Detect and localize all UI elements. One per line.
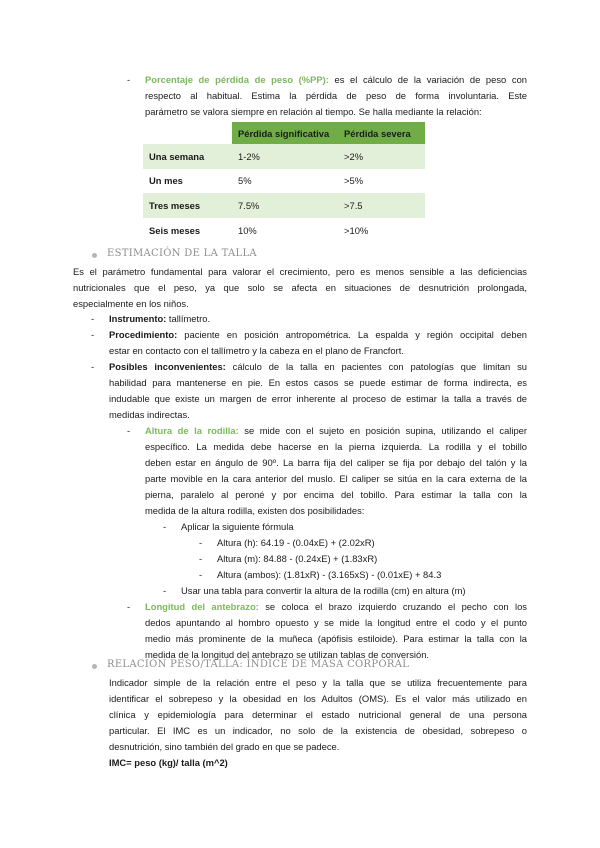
pp-line1-text: es el cálculo de la variación de peso con (334, 74, 527, 85)
table-cell: >5% (344, 175, 364, 187)
table-header-cell (143, 122, 232, 144)
posibles-label: Posibles inconvenientes: (109, 361, 226, 372)
table-cell: 7.5% (232, 193, 338, 218)
rodilla-line-6: medida de la altura rodilla, existen dos posibilidades: (145, 505, 365, 516)
bullet-dot (92, 253, 97, 258)
instrumento-text: tallímetro. (168, 313, 211, 324)
rodilla-line-1 (145, 425, 527, 437)
table-cell: Una semana (143, 144, 232, 169)
table-cell: Tres meses (143, 193, 232, 218)
list-dash: - (91, 313, 95, 324)
list-dash: - (91, 329, 95, 340)
antebrazo-line-2: dedos apuntando al hombro opuesto y se mide la longitud entre el codo y el punto (145, 617, 527, 628)
weight-loss-table (143, 122, 425, 242)
rodilla-text: se mide con el sujeto en posición supina, utilizando el caliper (244, 425, 527, 436)
antebrazo-line-3: medio más prominente de la muñeca (apófisis estiloide). Para estimar la talla con la (145, 633, 527, 644)
antebrazo-line-1 (145, 601, 527, 613)
table-row (143, 144, 425, 169)
table-header-row (143, 122, 425, 144)
table-header-cell: Pérdida severa (338, 122, 425, 144)
imc-formula: IMC= peso (kg)/ talla (m^2) (109, 757, 228, 768)
table-cell: >10% (344, 224, 369, 236)
rodilla-label: Altura de la rodilla: (145, 425, 239, 436)
table-cell: Seis meses (149, 224, 201, 236)
imc-line-4: particular. El IMC es un indicador, no solo de la existencia de obesidad, sobrepeso o (109, 725, 527, 736)
posibles-line-4: medidas indirectas. (109, 409, 190, 420)
antebrazo-label: Longitud del antebrazo: (145, 601, 259, 612)
procedimiento-line-2: estar en contacto con el tallímetro y la cabeza en el plano de Francfort. (109, 345, 404, 356)
pp-label: Porcentaje de pérdida de peso (%PP): (145, 74, 329, 85)
posibles-text: cálculo de la talla en pacientes con patologías que limitan su (232, 361, 527, 372)
talla-intro-line-1: Es el parámetro fundamental para valorar el crecimiento, pero es menos sensible a las deficiencias (73, 266, 527, 277)
table-header-cell: Pérdida significativa (232, 122, 338, 144)
posibles-line-3: indudable que existe un margen de error inherente al proceso de estimar la talla a través de (109, 393, 527, 404)
table-cell: Un mes (149, 175, 183, 187)
table-row (143, 218, 425, 243)
imc-line-2: identificar el sobrepeso y la obesidad en los Adultos (OMS). Es el valor más utilizado en (109, 693, 527, 704)
posibles-line-2: habilidad para mantenerse en pie. En estos casos se puede estimar de forma indirecta, es (109, 377, 527, 388)
formula-line: Altura (ambos): (1.81xR) - (3.165xS) - (0.01xE) + 84.3 (217, 569, 442, 580)
pp-paragraph-line-1 (145, 74, 527, 86)
pp-paragraph-line-2: respecto al habitual. Estima la pérdida de peso de forma involuntaria. Este (145, 90, 527, 101)
procedimiento-line-1 (109, 329, 527, 341)
table-cell: >7.5 (338, 193, 425, 218)
section-heading-talla: ESTIMACIÓN DE LA TALLA (107, 248, 257, 259)
list-dash: - (199, 553, 203, 564)
rodilla-line-2: específico. La medida debe hacerse en la pierna izquierda. La rodilla y el tobillo (145, 441, 527, 452)
instrumento-label: Instrumento: (109, 313, 167, 324)
list-dash: - (91, 361, 95, 372)
table-row (143, 169, 425, 194)
imc-line-3: clínica y epidemiología para determinar el estado nutricional general de una persona (109, 709, 527, 720)
rodilla-line-5: pierna, paralelo al peroné y por encima del tobillo. Para estimar la talla con la (145, 489, 527, 500)
table-row (143, 193, 425, 218)
list-dash: - (127, 425, 131, 436)
rodilla-line-4: parte movible en la cara anterior del muslo. El caliper se sitúa en la cara externa de la (145, 473, 527, 484)
instrumento-line (109, 313, 210, 325)
bullet-dot (92, 664, 97, 669)
rodilla-line-3: deben estar en ángulo de 90º. La barra fija del caliper se fija por debajo del talón y la (145, 457, 527, 468)
pp-paragraph-line-3: parámetro se valora siempre en relación al tiempo. Se halla mediante la relación: (145, 106, 482, 117)
table-cell: 10% (238, 224, 257, 236)
table-cell: >2% (338, 144, 425, 169)
tabla-option: Usar una tabla para convertir la altura de la rodilla (cm) en altura (m) (181, 585, 466, 596)
talla-intro-line-2: nutricionales que el peso, ya que solo se afecta en situaciones de desnutrición prolongada, (73, 282, 527, 293)
list-dash: - (127, 601, 131, 612)
imc-line-1: Indicador simple de la relación entre el peso y la talla que se utiliza frecuentemente para (109, 677, 527, 688)
formula-line: Altura (m): 84.88 - (0.24xE) + (1.83xR) (217, 553, 378, 564)
formula-intro: Aplicar la siguiente fórmula (181, 521, 294, 532)
procedimiento-text: paciente en posición antropométrica. La espalda y región occipital deben (184, 329, 527, 340)
list-dash: - (163, 585, 167, 596)
formula-line: Altura (h): 64.19 - (0.04xE) + (2.02xR) (217, 537, 375, 548)
list-dash: - (163, 521, 167, 532)
antebrazo-text: se coloca el brazo izquierdo cruzando el pecho con los (265, 601, 527, 612)
list-dash: - (199, 537, 203, 548)
antebrazo-line-4: medida de la longitud del antebrazo se utilizan tablas de conversión. (145, 649, 430, 660)
talla-intro-line-3: especialmente en los niños. (73, 298, 189, 309)
table-cell: 1-2% (232, 144, 338, 169)
section-heading-imc: RELACIÓN PESO/TALLA: ÍNDICE DE MASA CORPORAL (107, 659, 410, 670)
imc-line-5: desnutrición, sino también del grado en que se padece. (109, 741, 340, 752)
procedimiento-label: Procedimiento: (109, 329, 178, 340)
list-dash: - (127, 74, 131, 85)
table-cell: 5% (238, 175, 252, 187)
posibles-line-1 (109, 361, 527, 373)
list-dash: - (199, 569, 203, 580)
